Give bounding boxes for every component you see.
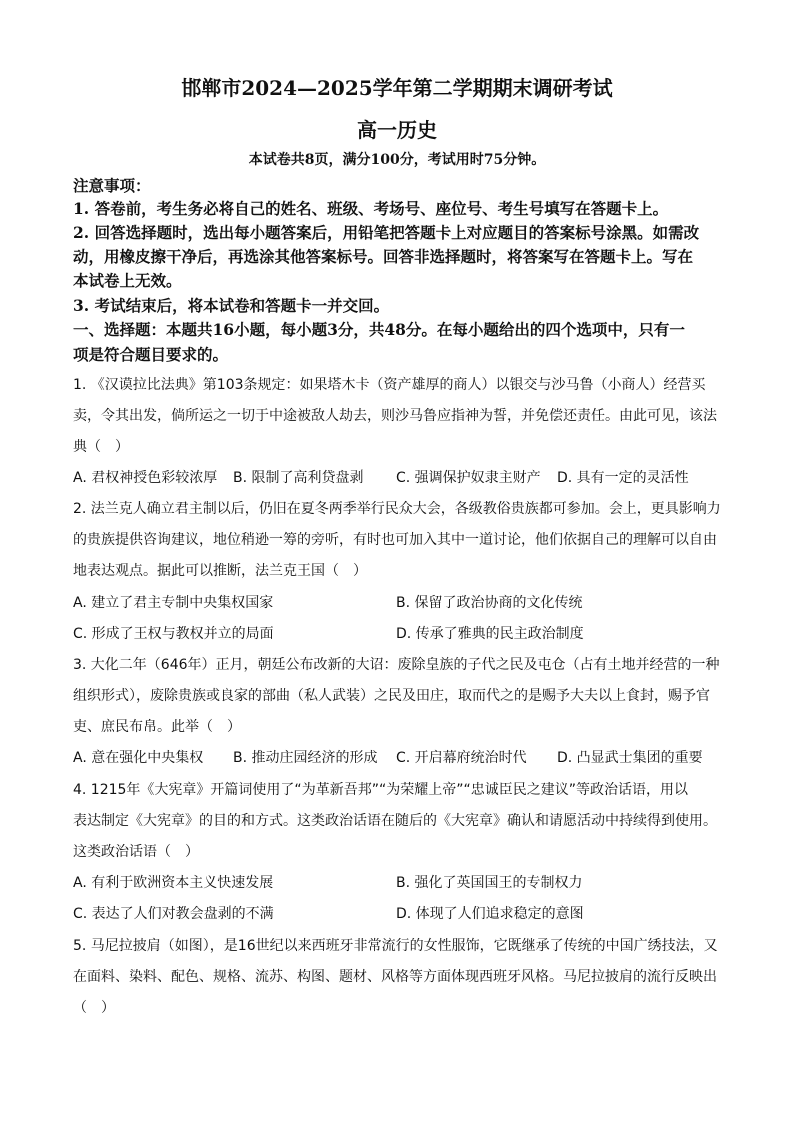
section-heading: 项是符合题目要求的。 bbox=[73, 345, 229, 364]
notes-line: 3. 考试结束后，将本试卷和答题卡一并交回。 bbox=[73, 296, 390, 315]
question-3-option-b: B. 推动庄园经济的形成 bbox=[233, 750, 378, 766]
question-5-stem: 5. 马尼拉披肩（如图），是16世纪以来西班牙非常流行的女性服饰，它既继承了传统的中国广绣技法，又 bbox=[73, 938, 718, 954]
exam-info: 本试卷共8页，满分100分，考试用时75分钟。 bbox=[248, 152, 546, 168]
question-2-stem: 2. 法兰克人确立君主制以后，仍旧在夏冬两季举行民众大会，各级教俗贵族都可参加。会上，更具影响力 bbox=[73, 501, 721, 517]
notes-line: 动，用橡皮擦干净后，再选涂其他答案标号。回答非选择题时，将答案写在答题卡上。写在 bbox=[73, 247, 694, 266]
question-3-stem: 吏、庶民布帛。此举（ ） bbox=[73, 719, 241, 735]
question-4-stem: 4. 1215年《大宪章》开篇词使用了“为革新吾邦”“为荣耀上帝”“忠诚臣民之建议”等政治话语，用以 bbox=[73, 782, 688, 798]
question-3-option-d: D. 凸显武士集团的重要 bbox=[557, 750, 703, 766]
question-5-stem: （ ） bbox=[73, 1000, 115, 1016]
question-4-option-d: D. 体现了人们追求稳定的意图 bbox=[396, 906, 584, 922]
question-4-stem: 表达制定《大宪章》的目的和方式。这类政治话语在随后的《大宪章》确认和请愿活动中持续得到使用。 bbox=[73, 813, 717, 829]
question-2-stem: 的贵族提供咨询建议，地位稍逊一筹的旁听，有时也可加入其中一道讨论，他们依据自己的理解可以自由 bbox=[73, 532, 717, 548]
section-heading: 一、选择题：本题共16小题，每小题3分，共48分。在每小题给出的四个选项中，只有一 bbox=[73, 320, 685, 339]
question-3-stem: 3. 大化二年（646年）正月，朝廷公布改新的大诏：废除皇族的子代之民及屯仓（占有土地并经营的一种 bbox=[73, 657, 720, 673]
question-3-stem: 组织形式），废除贵族或良家的部曲（私人武装）之民及田庄，取而代之的是赐予大夫以上食封，赐予官 bbox=[73, 688, 710, 704]
question-1-stem: 典（ ） bbox=[73, 439, 129, 455]
subject-title: 高一历史 bbox=[357, 118, 437, 142]
question-2-option-b: B. 保留了政治协商的文化传统 bbox=[396, 595, 583, 611]
notes-heading: 注意事项： bbox=[73, 176, 151, 195]
question-4-option-a: A. 有利于欧洲资本主义快速发展 bbox=[73, 875, 274, 891]
question-1-option-d: D. 具有一定的灵活性 bbox=[557, 470, 689, 486]
notes-line: 本试卷上无效。 bbox=[73, 271, 182, 290]
question-1-stem: 1. 《汉谟拉比法典》第103条规定：如果塔木卡（资产雄厚的商人）以银交与沙马鲁（小商人）经营买 bbox=[73, 377, 706, 393]
question-1-option-c: C. 强调保护奴隶主财产 bbox=[396, 470, 541, 486]
question-5-stem: 在面料、染料、配色、规格、流苏、构图、题材、风格等方面体现西班牙风格。马尼拉披肩的流行反映出 bbox=[73, 969, 717, 985]
exam-title: 邯郸市2024—2025学年第二学期期末调研考试 bbox=[181, 76, 613, 100]
question-1-stem: 卖，令其出发，倘所运之一切于中途被敌人劫去，则沙马鲁应指神为誓，并免偿还责任。由此可见，该法 bbox=[73, 408, 717, 424]
question-4-option-b: B. 强化了英国国王的专制权力 bbox=[396, 875, 583, 891]
question-2-stem: 地表达观点。据此可以推断，法兰克王国（ ） bbox=[73, 563, 367, 579]
question-1-option-a: A. 君权神授色彩较浓厚 bbox=[73, 470, 218, 486]
question-1-option-b: B. 限制了高利贷盘剥 bbox=[233, 470, 364, 486]
notes-line: 1. 答卷前，考生务必将自己的姓名、班级、考场号、座位号、考生号填写在答题卡上。 bbox=[73, 199, 669, 218]
question-2-option-c: C. 形成了王权与教权并立的局面 bbox=[73, 626, 274, 642]
question-3-option-c: C. 开启幕府统治时代 bbox=[396, 750, 527, 766]
question-2-option-a: A. 建立了君主专制中央集权国家 bbox=[73, 595, 274, 611]
question-4-option-c: C. 表达了人们对教会盘剥的不满 bbox=[73, 906, 274, 922]
notes-line: 2. 回答选择题时，选出每小题答案后，用铅笔把答题卡上对应题目的答案标号涂黑。如需改 bbox=[73, 223, 700, 242]
question-3-option-a: A. 意在强化中央集权 bbox=[73, 750, 204, 766]
question-4-stem: 这类政治话语（ ） bbox=[73, 844, 199, 860]
question-2-option-d: D. 传承了雅典的民主政治制度 bbox=[396, 626, 584, 642]
